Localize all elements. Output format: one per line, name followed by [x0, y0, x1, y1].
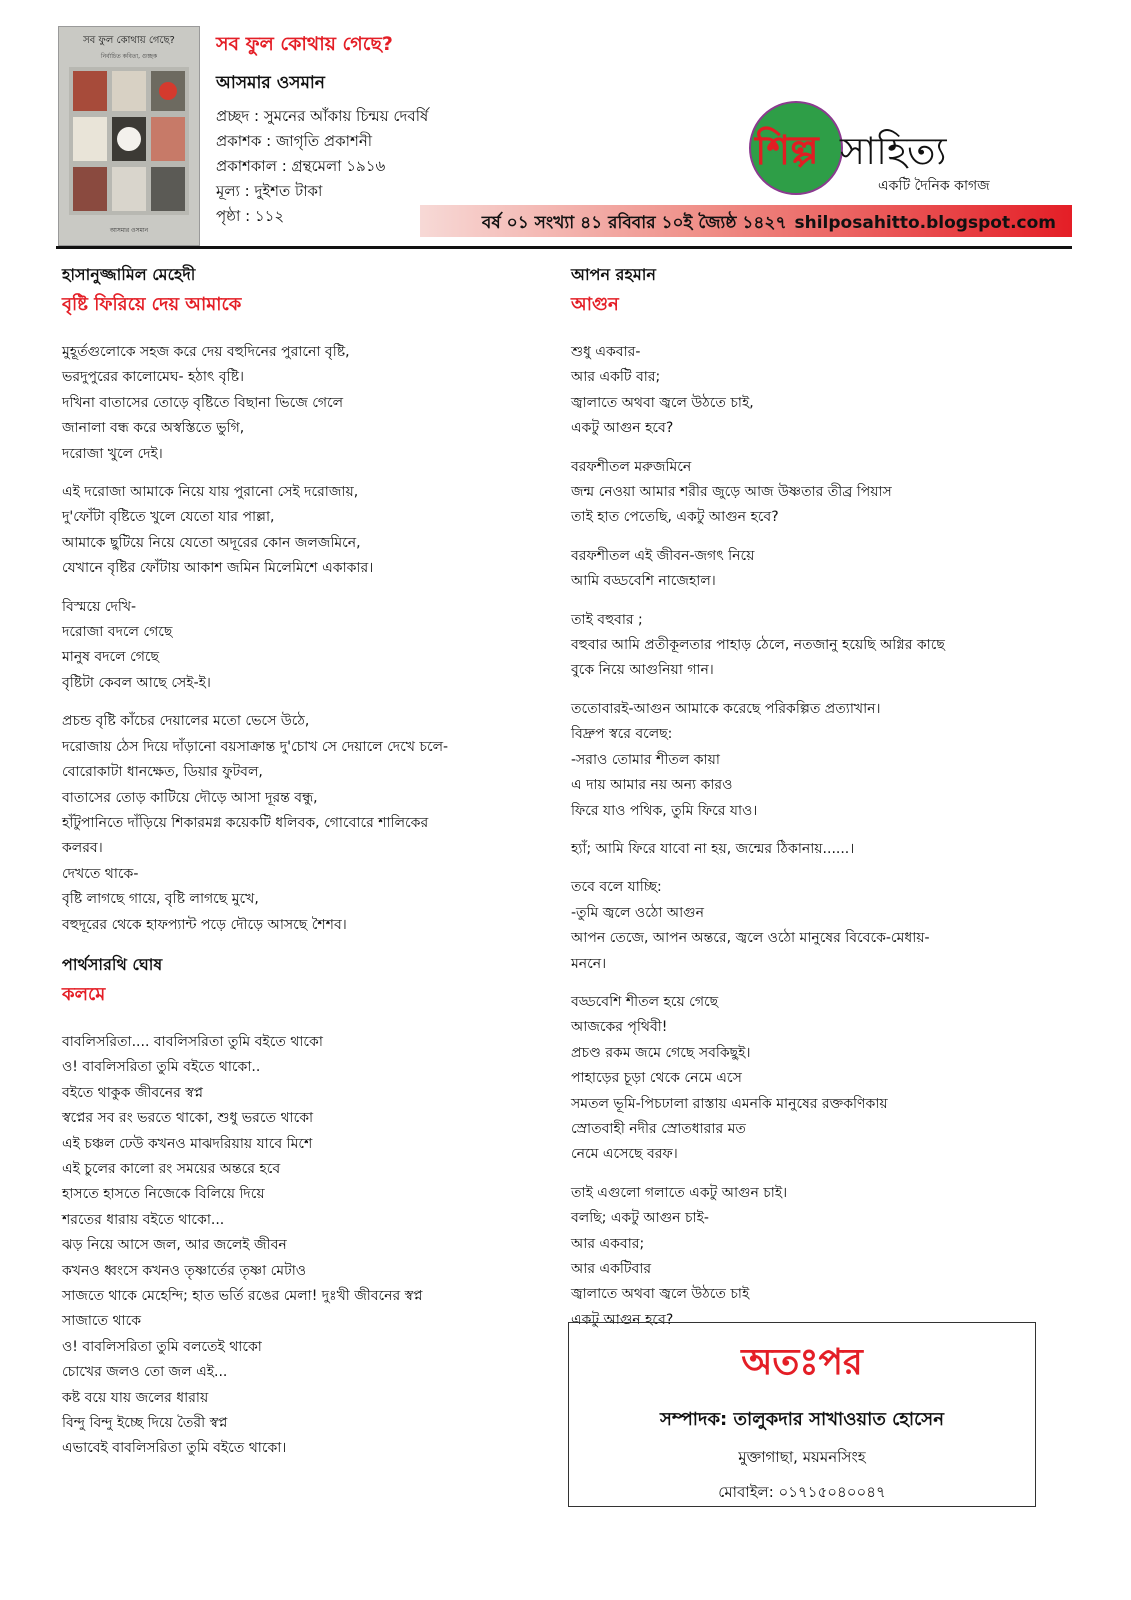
logo-word-shilpo: শিল্প	[755, 128, 819, 174]
poem-body	[62, 1030, 552, 1462]
poem-line: পাহাড়ের চূড়া থেকে নেমে এসে	[571, 1070, 742, 1087]
book-publish-date: প্রকাশকাল : গ্রন্থমেলা ১৯১৬	[216, 157, 386, 175]
stanza	[62, 480, 552, 582]
poem-line: আর একবার;	[571, 1235, 645, 1252]
cover-subtitle: নির্বাচিত কবিতা, গুচ্ছক	[100, 53, 158, 60]
logo-tagline: একটি দৈনিক কাগজ	[878, 178, 990, 194]
poem-line: ততোবারই-আগুন আমাকে করেছে পরিকল্পিত প্রত্যাখান।	[571, 700, 881, 717]
cover-author: আসমার ওসমান	[109, 227, 149, 234]
poem-line: এই চুলের কালো রং সময়ের অন্তরে হবে	[62, 1160, 281, 1177]
poem-line: এভাবেই বাবলিসরিতা তুমি বইতে থাকো।	[62, 1440, 287, 1457]
poem-line: জ্বালাতে অথবা জ্বলে উঠতে চাই	[571, 1286, 750, 1303]
poem-line: হাঁটুপানিতে দাঁড়িয়ে শিকারমগ্ন কয়েকটি ধলিবক, গোবোরে শালিকের	[62, 814, 429, 831]
poem-bristi	[62, 262, 552, 938]
poem-line: একটু আগুন হবে?	[571, 420, 674, 437]
book-cover-image	[58, 26, 200, 246]
poem-title: বৃষ্টি ফিরিয়ে দেয় আমাকে	[62, 294, 242, 315]
poem-line: দরোজা খুলে দেই।	[62, 445, 163, 462]
poem-line: সাজাতে থাকে	[62, 1313, 142, 1330]
poem-line: জানালা বন্ধ করে অস্বস্তিতে ভুগি,	[62, 420, 245, 437]
issue-bar	[420, 205, 1072, 237]
poem-line: আমাকে ছুটিয়ে নিয়ে যেতো অদূরের কোন জলজমিনে,	[62, 534, 361, 551]
poet-name: হাসানুজ্জামিল মেহেদী	[62, 265, 196, 284]
poem-line: দখিনা বাতাসের তোড়ে বৃষ্টিতে বিছানা ভিজে গেলে	[62, 394, 344, 411]
stanza	[571, 340, 1071, 442]
stanza	[571, 608, 1071, 684]
poem-line: তবে বলে যাচ্ছি:	[571, 879, 662, 896]
poem-line: হাসতে হাসতে নিজেকে বিলিয়ে দিয়ে	[62, 1186, 265, 1203]
poem-line: নেমে এসেছে বরফ।	[571, 1146, 678, 1163]
stanza	[62, 709, 552, 938]
poem-line: বাবলিসরিতা.... বাবলিসরিতা তুমি বইতে থাকো	[62, 1033, 323, 1050]
blog-url[interactable]: shilposahitto.blogspot.com	[794, 213, 1056, 233]
poem-line: দরোজায় ঠেস দিয়ে দাঁড়ানো বয়সাক্রান্ত দু'চোখ সে দেয়ালে দেখে চলে-	[62, 738, 449, 755]
poem-line: ফিরে যাও পথিক, তুমি ফিরে যাও।	[571, 802, 758, 819]
book-cover-credit: প্রচ্ছদ : সুমনের আঁকায় চিন্ময় দেবর্ষি	[216, 107, 429, 125]
issue-number-date: বর্ষ ০১ সংখ্যা ৪১ রবিবার ১০ই জ্যৈষ্ঠ ১৪২৭	[481, 213, 787, 233]
poem-line: স্বপ্নের সব রং ভরতে থাকো, শুধু ভরতে থাকো	[62, 1110, 314, 1127]
poem-line: তাই বহুবার ;	[571, 611, 643, 628]
poem-line: মানুষ বদলে গেছে	[62, 649, 159, 666]
poem-line: মননে।	[571, 955, 607, 972]
poem-line: বিন্দু বিন্দু ইচ্ছে দিয়ে তৈরী স্বপ্ন	[62, 1415, 228, 1432]
stanza	[62, 595, 552, 697]
editor-name: সম্পাদক: তালুকদার সাখাওয়াত হোসেন	[660, 1409, 944, 1430]
book-author: আসমার ওসমান	[216, 73, 325, 93]
poem-line: বিদ্রুপ স্বরে বলেছ:	[571, 726, 673, 743]
poem-line: ও! বাবলিসরিতা তুমি বলতেই থাকো	[62, 1338, 262, 1355]
poem-line: দেখতে থাকে-	[62, 865, 139, 882]
poem-line: ঝড় নিয়ে আসে জল, আর জলেই জীবন	[62, 1237, 287, 1254]
cover-title: সব ফুল কোথায় গেছে?	[83, 35, 175, 46]
poem-line: প্রচণ্ড রকম জমে গেছে সবকিছুই।	[571, 1044, 751, 1061]
poem-line: বহুবার আমি প্রতীকূলতার পাহাড় ঠেলে, নতজানু হয়েছি অগ্নির কাছে	[571, 637, 945, 654]
poem-line: -সরাও তোমার শীতল কায়া	[571, 751, 720, 768]
stanza	[571, 837, 1071, 862]
poem-title: আগুন	[571, 294, 619, 315]
logo-word-sahitto: সাহিত্য	[840, 129, 947, 173]
poem-title: কলমে	[62, 983, 106, 1005]
poem-line: বাতাসের তোড় কাটিয়ে দৌড়ে আসা দূরন্ত বন্ধু,	[62, 789, 318, 806]
poem-line: আর একটিবার	[571, 1261, 652, 1277]
issue-info	[482, 210, 1056, 238]
poem-line: বৃষ্টি লাগছে গায়ে, বৃষ্টি লাগছে মুখে,	[62, 891, 259, 908]
poem-line: প্রচন্ড বৃষ্টি কাঁচের দেয়ালের মতো ভেসে উঠে,	[62, 713, 310, 730]
stanza	[571, 455, 1071, 531]
book-info	[216, 30, 466, 229]
book-publisher: প্রকাশক : জাগৃতি প্রকাশনী	[216, 132, 373, 150]
header-divider	[56, 246, 1072, 249]
poem-line: আমি বড্ডবেশি নাজেহাল।	[571, 573, 716, 590]
poem-line: তাই হাত পেতেছি, একটু আগুন হবে?	[571, 509, 779, 526]
poem-line: বলছি; একটু আগুন চাই-	[571, 1210, 709, 1227]
poem-line: বহুদূরের থেকে হাফপ্যান্ট পড়ে দৌড়ে আসছে শৈশব।	[62, 916, 347, 933]
poem-line: আজকের পৃথিবী!	[571, 1019, 668, 1036]
poem-line: বরফশীতল এই জীবন-জগৎ নিয়ে	[571, 547, 755, 564]
poem-line: সমতল ভূমি-পিচঢালা রাস্তায় এমনকি মানুষের রক্তকণিকায়	[571, 1095, 888, 1112]
stanza	[571, 1181, 1071, 1333]
poem-line: এই চঞ্চল ঢেউ কখনও মাঝদরিয়ায় যাবে মিশে	[62, 1135, 313, 1152]
book-title: সব ফুল কোথায় গেছে?	[216, 33, 393, 55]
poem-body	[571, 340, 1071, 1333]
poem-line: কখনও ধ্বংসে কখনও তৃষ্ণার্তের তৃষ্ণা মেটাও	[62, 1262, 307, 1279]
poet-name: আপন রহমান	[571, 265, 656, 284]
publication-title: অতঃপর	[741, 1342, 863, 1383]
poem-line: বৃষ্টিটা কেবল আছে সেই-ই।	[62, 674, 211, 691]
left-column	[62, 262, 552, 1476]
book-price: মূল্য : দুইশত টাকা	[216, 182, 323, 200]
poem-line: হ্যাঁ; আমি ফিরে যাবো না হয়, জন্মের ঠিকানায়......।	[571, 840, 855, 857]
poem-line: বোরোকাটা ধানক্ষেত, ডিয়ার ফুটবল,	[62, 764, 263, 781]
poem-kolome	[62, 952, 552, 1462]
poem-body	[62, 340, 552, 938]
poem-line: স্রোতবাহী নদীর স্রোতধারার মত	[571, 1120, 746, 1137]
poem-line: ও! বাবলিসরিতা তুমি বইতে থাকো..	[62, 1059, 261, 1076]
poem-line: জ্বালাতে অথবা জ্বলে উঠতে চাই,	[571, 394, 754, 411]
stanza	[571, 544, 1071, 595]
poem-line: বইতে থাকুক জীবনের স্বপ্ন	[62, 1084, 204, 1101]
stanza	[571, 990, 1071, 1168]
poem-line: দরোজা বদলে গেছে	[62, 624, 173, 641]
poem-line: বিস্ময়ে দেখি-	[62, 598, 137, 615]
poem-line: আপন তেজে, আপন অন্তরে, জ্বলে ওঠো মানুষের বিবেকে-মেধায়-	[571, 930, 930, 947]
poem-line: একটু আগুন হবে?	[571, 1311, 674, 1328]
poem-line: মুহূর্তগুলোকে সহজ করে দেয় বহুদিনের পুরানো বৃষ্টি,	[62, 344, 350, 360]
poem-line: ভরদুপুরের কালোমেঘ- হঠাৎ বৃষ্টি।	[62, 369, 245, 386]
poem-line: যেখানে বৃষ্টির ফোঁটায় আকাশ জমিন মিলেমিশে একাকার।	[62, 560, 374, 577]
poem-line: -তুমি জ্বলে ওঠো আগুন	[571, 904, 704, 921]
poem-agun	[571, 262, 1071, 1333]
stanza	[571, 875, 1071, 977]
cover-artwork	[69, 67, 189, 215]
contact-phone: মোবাইল: ০১৭১৫০৪০০৪৭	[718, 1483, 886, 1501]
book-pages: পৃষ্ঠা : ১১২	[216, 207, 285, 225]
poem-line: এই দরোজা আমাকে নিয়ে যায় পুরানো সেই দরোজায়,	[62, 484, 359, 501]
stanza	[62, 1030, 552, 1462]
poem-line: বড্ডবেশি শীতল হয়ে গেছে	[571, 993, 719, 1010]
right-column	[571, 262, 1071, 1347]
poem-line: দু'ফোঁটা বৃষ্টিতে খুলে যেতো যার পাল্লা,	[62, 509, 275, 526]
poem-line: জন্ম নেওয়া আমার শরীর জুড়ে আজ উষ্ণতার তীব্র পিয়াস	[571, 484, 892, 501]
poem-line: কলরব।	[62, 840, 103, 857]
stanza	[62, 340, 552, 467]
poem-line: শুধু একবার-	[571, 344, 641, 360]
poem-line: এ দায় আমার নয় অন্য কারও	[571, 777, 733, 794]
poem-line: বুকে নিয়ে আগুনিয়া গান।	[571, 662, 714, 679]
poem-line: কষ্ট বয়ে যায় জলের ধারায়	[62, 1389, 209, 1406]
poem-line: তাই এগুলো গলাতে একটু আগুন চাই।	[571, 1184, 788, 1201]
publication-info-box	[568, 1322, 1036, 1507]
poem-line: আর একটি বার;	[571, 369, 661, 386]
poem-line: চোখের জলও তো জল এই...	[62, 1364, 228, 1381]
poet-name: পার্থসারথি ঘোষ	[62, 954, 163, 974]
publication-place: মুক্তাগাছা, ময়মনসিংহ	[738, 1448, 866, 1466]
poem-line: শরতের ধারায় বইতে থাকো...	[62, 1211, 225, 1228]
stanza	[571, 697, 1071, 824]
poem-line: সাজতে থাকে মেহেন্দি; হাত ভর্তি রঙের মেলা! দুঃখী জীবনের স্বপ্ন	[62, 1288, 423, 1304]
poem-line: বরফশীতল মরুজমিনে	[571, 458, 692, 475]
